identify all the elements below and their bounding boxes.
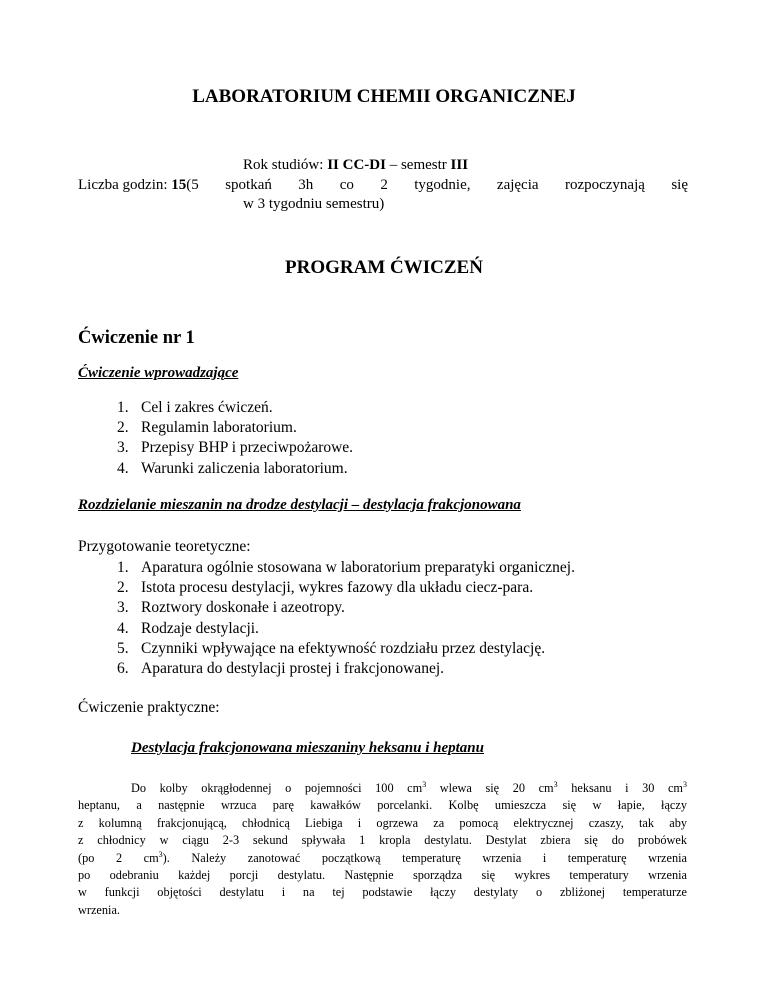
list-item: 2. Regulamin laboratorium. xyxy=(117,419,297,437)
hours-line xyxy=(78,177,688,194)
year-label: Rok studiów: xyxy=(243,157,328,173)
list-item: 6. Aparatura do destylacji prostej i frakcjonowanej. xyxy=(117,659,444,677)
experiment-description xyxy=(78,780,687,919)
body-line: z kolumną frakcjonującą, chłodnicą Liebiga i ogrzewa za pomocą elektrycznej czaszy, tak aby xyxy=(78,815,687,830)
document-title: LABORATORIUM CHEMII ORGANICZNEJ xyxy=(192,86,576,107)
semester-value: III xyxy=(450,157,469,173)
body-line: Do kolby okrągłodennej o pojemności 100 $cm^3$ wlewa się 20 $cm^3$ heksanu i 30 $cm^3$ xyxy=(131,779,687,795)
body-line: wrzenia. xyxy=(78,902,120,917)
prep-label: Przygotowanie teoretyczne: xyxy=(78,538,251,555)
hours-rest xyxy=(171,177,688,194)
distillation-heading: Rozdzielanie mieszanin na drodze destylacji – destylacja frakcjonowana xyxy=(78,497,521,513)
body-line: (po 2 $cm^3$). Należy zanotować początkową temperaturę wrzenia i temperaturę wrzenia xyxy=(78,849,687,865)
experiment-title: Destylacja frakcjonowana mieszaniny heksanu i heptanu xyxy=(131,740,484,756)
hours-label: Liczba godzin: xyxy=(78,177,172,193)
list-item: 3. Przepisy BHP i przeciwpożarowe. xyxy=(117,439,354,457)
list-item: 1. Cel i zakres ćwiczeń. xyxy=(117,399,273,416)
hours-note: (5 spotkań 3h co 2 tygodnie, zajęcia rozpoczynają się xyxy=(186,177,688,193)
exercise-heading: Ćwiczenie nr 1 xyxy=(78,328,195,348)
body-line: heptanu, a następnie wrzuca parę kawałków porcelanki. Kolbę umieszcza się w łapie, łączy xyxy=(78,798,687,813)
semester-label: – semestr xyxy=(385,157,451,173)
list-item: 3. Roztwory doskonałe i azeotropy. xyxy=(117,599,345,617)
year-value: II CC-DI xyxy=(327,157,386,173)
practical-label: Ćwiczenie praktyczne: xyxy=(78,699,220,716)
list-item: 2. Istota procesu destylacji, wykres fazowy dla układu ciecz-para. xyxy=(117,579,534,597)
program-title: PROGRAM ĆWICZEŃ xyxy=(285,257,483,278)
body-line: w funkcji objętości destylatu i na tej podstawie łączy destylaty o zbliżonej temperaturze xyxy=(78,885,687,900)
list-item: 5. Czynniki wpływające na efektywność rozdziału przez destylację. xyxy=(117,639,546,657)
study-year-line xyxy=(243,157,468,174)
hours-note-continuation: w 3 tygodniu semestru) xyxy=(243,196,385,212)
intro-heading: Ćwiczenie wprowadzające xyxy=(78,365,239,381)
body-line: z chłodnicy w ciągu 2-3 sekund spływała 1 kropla destylatu. Destylat zbiera się do probówek xyxy=(78,833,687,848)
list-item: 4. Rodzaje destylacji. xyxy=(117,619,259,637)
hours-value: 15 xyxy=(171,177,187,193)
list-item: 1. Aparatura ogólnie stosowana w laboratorium preparatyki organicznej. xyxy=(117,559,575,576)
list-item: 4. Warunki zaliczenia laboratorium. xyxy=(117,459,348,477)
intro-list xyxy=(117,398,617,479)
prep-list xyxy=(117,558,717,679)
body-line: po odebraniu każdej porcji destylatu. Następnie sporządza się wykres temperatury wrzenia xyxy=(78,868,687,883)
